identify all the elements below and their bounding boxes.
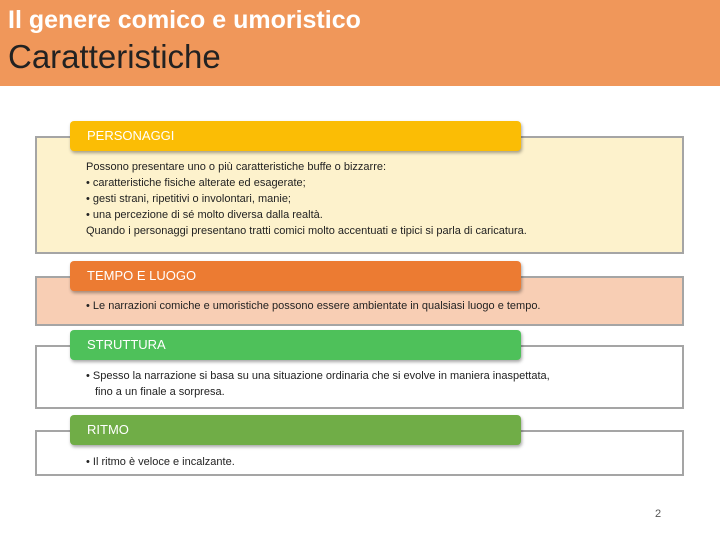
personaggi-line: Possono presentare uno o più caratteristiche buffe o bizzarre: [86,161,387,173]
struttura-heading [70,330,521,360]
tempo-luogo-heading [70,261,521,291]
personaggi-line: • gesti strani, ripetitivi o involontari, manie; [86,193,291,205]
struttura-line: • Spesso la narrazione si basa su una situazione ordinaria che si evolve in maniera inaspettata, [86,370,550,382]
personaggi-line: • una percezione di sé molto diversa dalla realtà. [86,209,323,221]
personaggi-heading [70,121,521,151]
personaggi-heading-label: PERSONAGGI [87,128,175,143]
ritmo-heading [70,415,521,445]
ritmo-content [86,454,235,470]
title-banner [0,0,720,86]
page-number: 2 [655,508,662,520]
personaggi-content [86,159,527,239]
tempo-luogo-heading-label: TEMPO E LUOGO [87,268,197,283]
slide-title: Il genere comico e umoristico [8,6,361,34]
struttura-heading-label: STRUTTURA [87,337,166,352]
tempo-luogo-line: • Le narrazioni comiche e umoristiche possono essere ambientate in qualsiasi luogo e tempo. [86,300,541,312]
ritmo-line: • Il ritmo è veloce e incalzante. [86,456,235,468]
personaggi-line: • caratteristiche fisiche alterate ed esagerate; [86,177,306,189]
slide-subtitle: Caratteristiche [8,38,221,75]
ritmo-heading-label: RITMO [87,422,129,437]
tempo-luogo-content [86,298,541,314]
personaggi-line: Quando i personaggi presentano tratti comici molto accentuati e tipici si parla di caricatura. [86,225,527,237]
struttura-content [86,368,550,400]
struttura-line: fino a un finale a sorpresa. [95,386,225,398]
